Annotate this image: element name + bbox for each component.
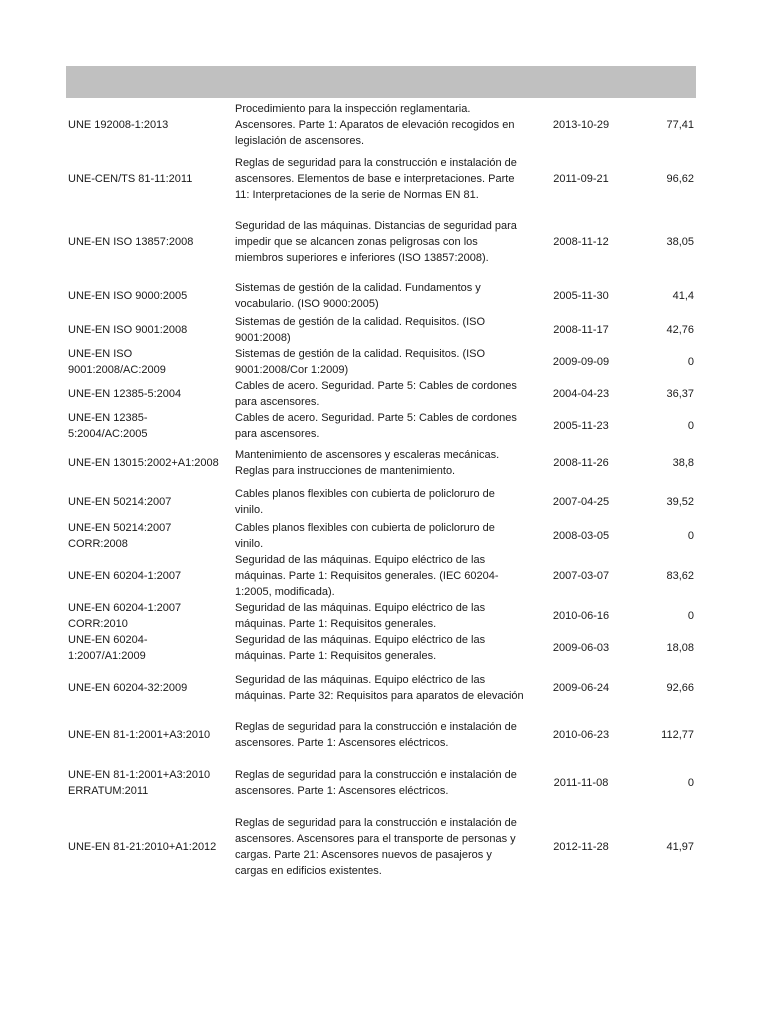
table-row — [66, 758, 696, 808]
standard-price: 38,8 — [672, 457, 694, 469]
standard-date: 2012-11-28 — [553, 841, 609, 853]
standard-title: Sistemas de gestión de la calidad. Requisitos. (ISO 9001:2008) — [235, 316, 486, 344]
table-row — [66, 808, 696, 886]
standard-title: Reglas de seguridad para la construcción e instalación de ascensores. Parte 1: Ascensores eléctricos. — [235, 769, 517, 797]
table-row — [66, 712, 696, 758]
standard-code: UNE-EN 50214:2007 — [68, 496, 172, 508]
table-row — [66, 410, 696, 442]
standard-price: 96,62 — [666, 173, 694, 185]
standard-code: UNE-EN ISO 9000:2005 — [68, 290, 188, 302]
standard-code: UNE-CEN/TS 81-11:2011 — [68, 173, 193, 185]
standard-code: UNE-EN 60204-1:2007 — [68, 570, 182, 582]
standards-table — [66, 98, 696, 886]
standard-price: 0 — [687, 777, 694, 789]
standard-date: 2011-11-08 — [553, 777, 609, 789]
standard-code: UNE-EN 12385-5:2004 — [68, 388, 182, 400]
table-row — [66, 664, 696, 712]
standard-date: 2005-11-23 — [553, 420, 609, 432]
standard-code: UNE-EN 12385-5:2004/AC:2005 — [68, 412, 148, 440]
table-row — [66, 442, 696, 484]
standard-date: 2009-06-03 — [552, 642, 610, 654]
table-header-bar — [66, 66, 696, 98]
standard-price: 0 — [687, 356, 694, 368]
standard-price: 38,05 — [666, 236, 694, 248]
standard-code: UNE-EN 81-1:2001+A3:2010 ERRATUM:2011 — [68, 769, 211, 797]
standard-title: Cables planos flexibles con cubierta de policloruro de vinilo. — [235, 488, 495, 516]
table-row — [66, 314, 696, 346]
standard-code: UNE-EN ISO 13857:2008 — [68, 236, 194, 248]
standard-title: Seguridad de las máquinas. Equipo eléctrico de las máquinas. Parte 1: Requisitos generales. — [235, 634, 486, 662]
standard-title: Sistemas de gestión de la calidad. Requisitos. (ISO 9001:2008/Cor 1:2009) — [235, 348, 486, 376]
standard-title: Seguridad de las máquinas. Equipo eléctrico de las máquinas. Parte 32: Requisitos para aparatos de elevación — [235, 674, 524, 702]
standard-price: 36,37 — [666, 388, 694, 400]
standard-date: 2008-11-26 — [553, 457, 609, 469]
standard-date: 2010-06-16 — [552, 610, 610, 622]
standard-date: 2009-06-24 — [552, 682, 610, 694]
standard-title: Reglas de seguridad para la construcción e instalación de ascensores. Ascensores para el transporte de personas y cargas. Parte 21: Ascensores nuevos de pasajeros y cargas en edificios existentes. — [235, 817, 517, 877]
standard-code: UNE-EN 13015:2002+A1:2008 — [68, 457, 219, 469]
standard-code: UNE 192008-1:2013 — [68, 119, 169, 131]
standard-date: 2004-04-23 — [552, 388, 610, 400]
table-row — [66, 378, 696, 410]
standard-code: UNE-EN 50214:2007 CORR:2008 — [68, 522, 172, 550]
standard-price: 0 — [687, 530, 694, 542]
table-row — [66, 552, 696, 600]
table-row — [66, 520, 696, 552]
standard-date: 2005-11-30 — [553, 290, 609, 302]
standard-price: 92,66 — [666, 682, 694, 694]
standard-code: UNE-EN 81-1:2001+A3:2010 — [68, 729, 211, 741]
standard-date: 2010-06-23 — [552, 729, 610, 741]
standard-title: Procedimiento para la inspección reglamentaria. Ascensores. Parte 1: Aparatos de elevación recogidos en legislación de ascensores. — [235, 103, 515, 147]
standard-price: 41,97 — [666, 841, 694, 853]
table-row — [66, 278, 696, 314]
standard-title: Cables de acero. Seguridad. Parte 5: Cables de cordones para ascensores. — [235, 412, 517, 440]
table-row — [66, 98, 696, 152]
table-row — [66, 600, 696, 632]
standard-date: 2008-11-17 — [553, 324, 609, 336]
standard-date: 2007-04-25 — [552, 496, 610, 508]
standard-code: UNE-EN ISO 9001:2008/AC:2009 — [68, 348, 166, 376]
table-row — [66, 152, 696, 206]
standard-title: Sistemas de gestión de la calidad. Fundamentos y vocabulario. (ISO 9000:2005) — [235, 282, 481, 310]
standard-date: 2007-03-07 — [552, 570, 610, 582]
standard-title: Seguridad de las máquinas. Equipo eléctrico de las máquinas. Parte 1: Requisitos generales. (IEC 60204-1:2005, modificada). — [235, 554, 499, 598]
table-row — [66, 206, 696, 278]
table-row — [66, 346, 696, 378]
standard-price: 112,77 — [661, 729, 694, 741]
standard-price: 18,08 — [666, 642, 694, 654]
standard-code: UNE-EN 60204-1:2007 CORR:2010 — [68, 602, 182, 630]
standard-title: Seguridad de las máquinas. Distancias de seguridad para impedir que se alcancen zonas peligrosas con los miembros superiores e inferiores (ISO 13857:2008). — [235, 220, 517, 264]
standard-price: 77,41 — [666, 119, 694, 131]
standard-price: 0 — [687, 420, 694, 432]
standard-title: Seguridad de las máquinas. Equipo eléctrico de las máquinas. Parte 1: Requisitos generales. — [235, 602, 486, 630]
standard-price: 83,62 — [666, 570, 694, 582]
standard-date: 2008-03-05 — [552, 530, 610, 542]
standard-title: Cables planos flexibles con cubierta de policloruro de vinilo. — [235, 522, 495, 550]
standard-title: Reglas de seguridad para la construcción e instalación de ascensores. Parte 1: Ascensores eléctricos. — [235, 721, 517, 749]
standard-date: 2013-10-29 — [552, 119, 610, 131]
table-row — [66, 632, 696, 664]
standard-price: 39,52 — [666, 496, 694, 508]
standard-title: Cables de acero. Seguridad. Parte 5: Cables de cordones para ascensores. — [235, 380, 517, 408]
standard-code: UNE-EN 81-21:2010+A1:2012 — [68, 841, 217, 853]
standard-code: UNE-EN ISO 9001:2008 — [68, 324, 188, 336]
standard-price: 0 — [687, 610, 694, 622]
standard-title: Mantenimiento de ascensores y escaleras mecánicas. Reglas para instrucciones de mantenimiento. — [235, 449, 500, 477]
standard-code: UNE-EN 60204-32:2009 — [68, 682, 188, 694]
standard-price: 42,76 — [666, 324, 694, 336]
standard-price: 41,4 — [672, 290, 694, 302]
standard-date: 2008-11-12 — [553, 236, 609, 248]
standard-date: 2009-09-09 — [552, 356, 610, 368]
standard-date: 2011-09-21 — [553, 173, 609, 185]
table-row — [66, 484, 696, 520]
standard-code: UNE-EN 60204-1:2007/A1:2009 — [68, 634, 148, 662]
standard-title: Reglas de seguridad para la construcción e instalación de ascensores. Elementos de base e interpretaciones. Parte 11: Interpretaciones de la serie de Normas EN 81. — [235, 157, 517, 201]
